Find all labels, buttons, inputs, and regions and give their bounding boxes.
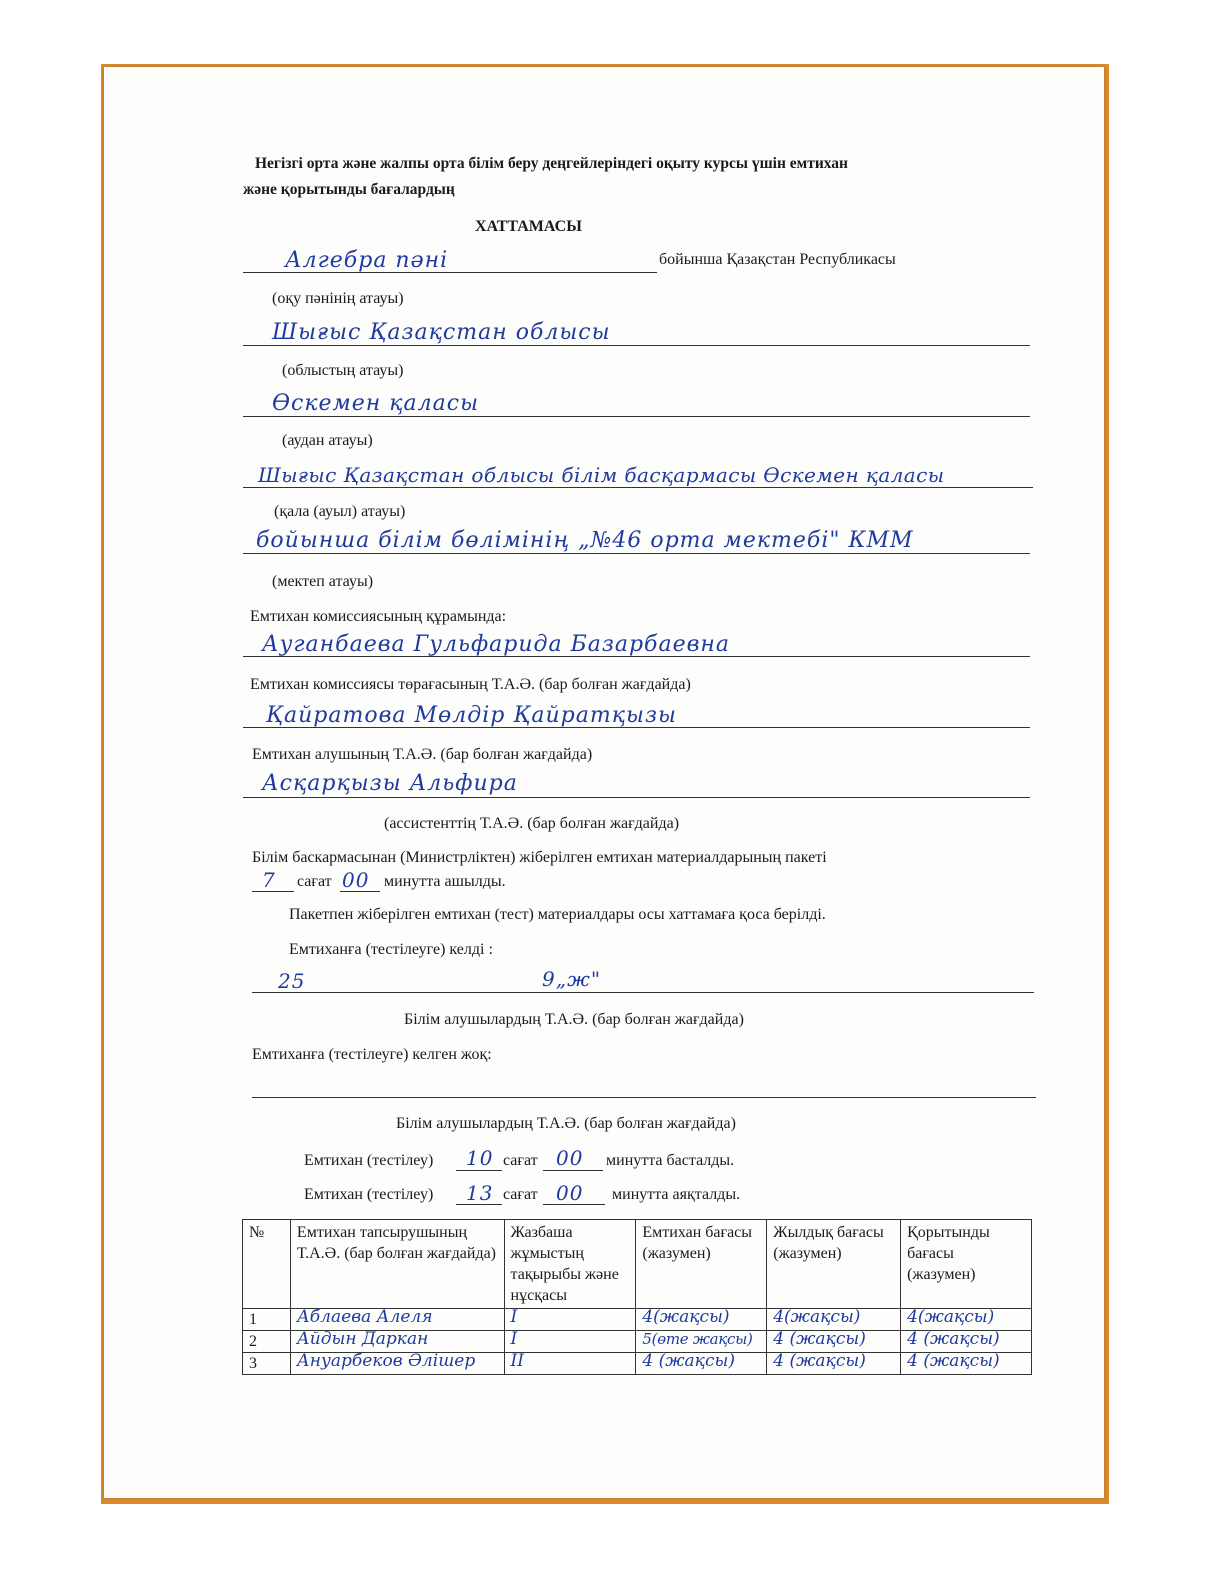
row-number: 3 [243,1353,291,1375]
final-grade: 4(жақсы) [901,1309,1032,1331]
document-title: ХАТТАМАСЫ [475,218,582,235]
city-underline [243,487,1033,488]
package-minute-label: минутта ашылды. [384,873,506,890]
table-row [243,1309,1032,1331]
assistant-caption: (ассистенттің Т.А.Ә. (бар болған жағдайда) [384,815,680,832]
package-minute: 00 [342,868,370,892]
topic-variant: I [504,1309,636,1331]
city-caption: (қала (ауыл) атауы) [274,503,406,520]
exam-grade: 5(өте жақсы) [636,1331,767,1353]
col-header-name: Емтихан тапсырушының Т.А.Ә. (бар болған жағдайда) [290,1220,504,1309]
header-line-2: және қорытынды бағалардың [243,181,455,198]
commission-label: Емтихан комиссиясының құрамында: [250,608,507,625]
start-prefix: Емтихан (тестілеу) [304,1152,434,1169]
student-name: Айдын Даркан [290,1331,504,1353]
end-suffix: минутта аяқталды. [612,1186,741,1203]
student-name: Ануарбеков Әлішер [290,1353,504,1375]
start-minute: 00 [556,1146,584,1170]
attendance-came-count: 25 [278,969,306,993]
commission-value: Ауганбаева Гульфарида Базарбаевна [262,632,731,657]
examiner-label: Емтихан алушының Т.А.Ә. (бар болған жағдайда) [252,746,593,763]
row-number: 2 [243,1331,291,1353]
subject-caption: (оқу пәнінің атауы) [272,290,404,307]
region-caption: (облыстың атауы) [282,362,404,379]
end-prefix: Емтихан (тестілеу) [304,1186,434,1203]
attendance-absent-caption: Білім алушылардың Т.А.Ә. (бар болған жағдайда) [396,1115,736,1132]
final-grade: 4 (жақсы) [901,1353,1032,1375]
start-minute-underline [543,1170,603,1171]
grades-header-row [243,1220,1032,1309]
end-hour-label: сағат [503,1186,538,1203]
grades-table [242,1219,1032,1375]
examiner-underline [243,797,1030,798]
attendance-absent-label: Емтиханға (тестілеуге) келген жоқ: [252,1046,492,1063]
school-underline [243,553,1030,554]
end-minute: 00 [556,1181,584,1205]
topic-variant: I [504,1331,636,1353]
attendance-came-label: Емтиханға (тестілеуге) келді : [289,941,493,958]
col-header-year: Жылдық бағасы (жазумен) [767,1220,901,1309]
row-number: 1 [243,1309,291,1331]
attendance-came-class: 9„ж" [542,967,602,991]
topic-variant: II [504,1353,636,1375]
district-value: Өскемен қаласы [272,391,480,416]
region-value: Шығыс Қазақстан облысы [272,320,611,345]
student-name: Аблаева Алеля [290,1309,504,1331]
package-line: Білім баскармасынан (Министрліктен) жіберілген емтихан материалдарының пакеті [252,849,827,866]
subject-suffix: бойынша Қазақстан Республикасы [659,251,896,268]
start-hour: 10 [466,1146,494,1170]
subject-value: Алгебра пәні [285,248,449,273]
package-attached: Пакетпен жіберілген емтихан (тест) материалдары осы хаттамаға қоса берілді. [289,906,826,923]
district-underline [243,416,1030,417]
col-header-exam: Емтихан бағасы (жазумен) [636,1220,767,1309]
chair-label: Емтихан комиссиясы төрағасының Т.А.Ә. (бар болған жағдайда) [250,676,691,693]
chair-value: Қайратова Мөлдір Қайратқызы [266,703,677,728]
package-hour: 7 [262,868,276,892]
end-hour: 13 [466,1181,494,1205]
school-caption: (мектеп атауы) [272,573,374,590]
district-caption: (аудан атауы) [282,432,373,449]
exam-grade: 4(жақсы) [636,1309,767,1331]
attendance-came-caption: Білім алушылардың Т.А.Ә. (бар болған жағдайда) [404,1011,744,1028]
start-hour-label: сағат [503,1152,538,1169]
col-header-final: Қорытынды бағасы (жазумен) [901,1220,1032,1309]
col-header-topic: Жазбаша жұмыстың тақырыбы және нұсқасы [504,1220,636,1309]
start-suffix: минутта басталды. [606,1152,735,1169]
region-underline [243,345,1030,346]
col-header-no: № [243,1220,291,1309]
exam-grade: 4 (жақсы) [636,1353,767,1375]
attendance-absent-underline [252,1097,1036,1098]
table-row [243,1353,1032,1375]
attendance-came-underline [252,992,1034,993]
year-grade: 4 (жақсы) [767,1353,901,1375]
city-value: Шығыс Қазақстан облысы білім басқармасы Өскемен қаласы [258,463,945,487]
table-row [243,1331,1032,1353]
package-hour-label: сағат [297,873,332,890]
start-hour-underline [456,1170,502,1171]
school-value: бойынша білім бөлімінің „№46 орта мектебі" КММ [256,528,914,553]
examiner-value: Асқарқызы Альфира [262,771,518,796]
final-grade: 4 (жақсы) [901,1331,1032,1353]
year-grade: 4(жақсы) [767,1309,901,1331]
header-line-1: Негізгі орта және жалпы орта білім беру деңгейлеріндегі оқыту курсы үшін емтихан [255,155,848,172]
year-grade: 4 (жақсы) [767,1331,901,1353]
